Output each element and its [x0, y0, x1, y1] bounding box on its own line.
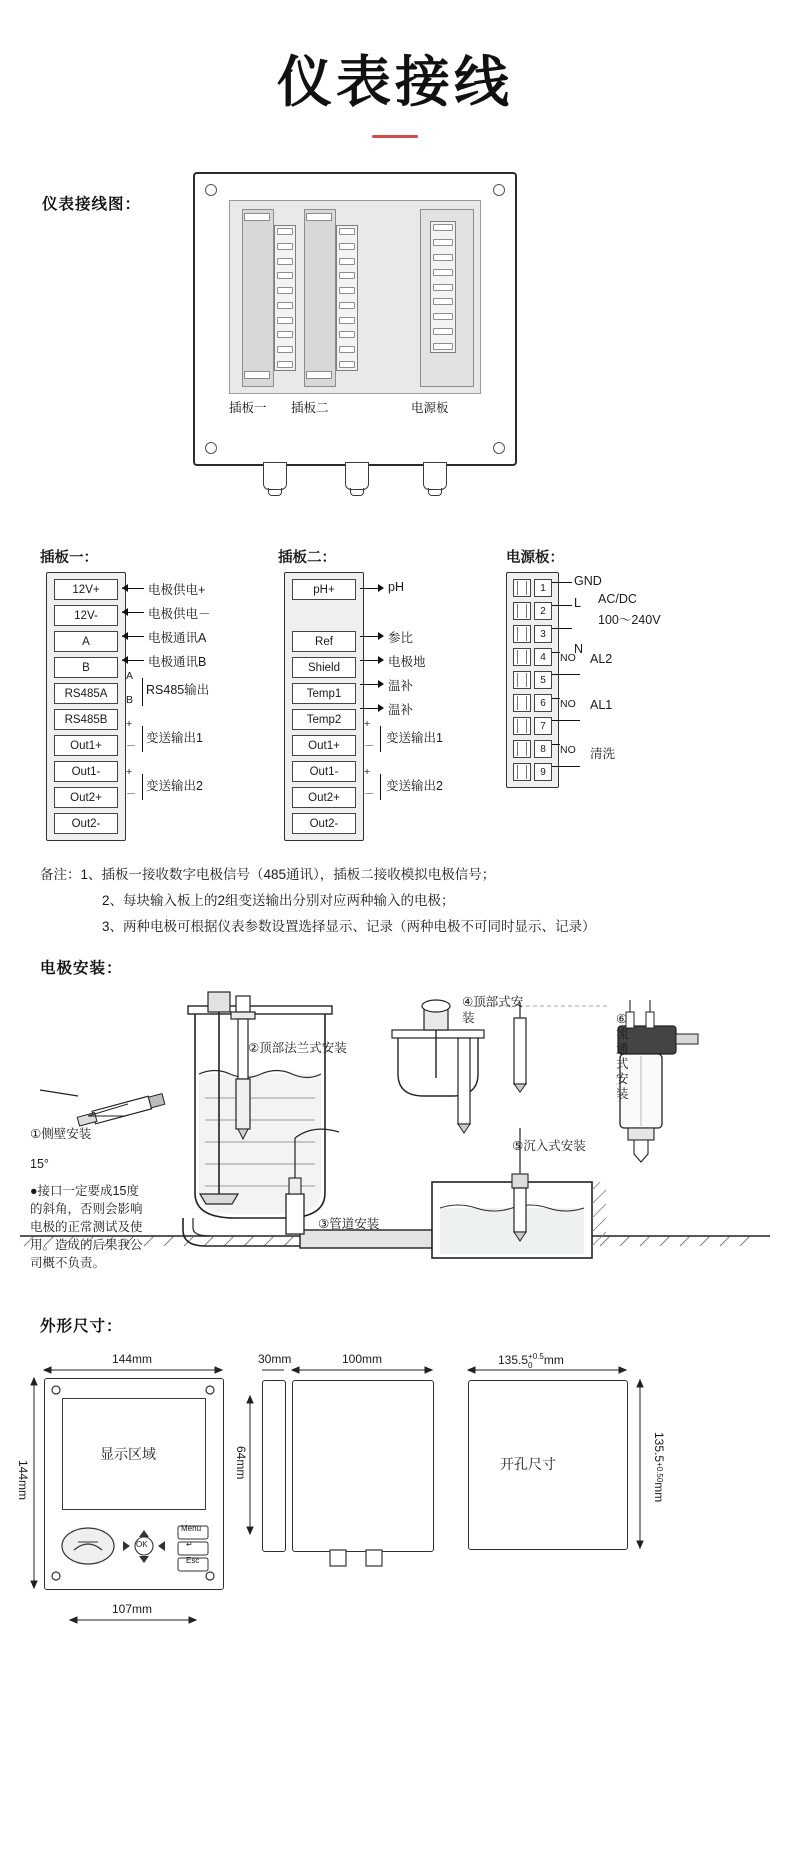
- terminal-cell: Shield: [292, 657, 356, 678]
- bracket: [380, 774, 381, 800]
- cutout-height-unit: mm: [652, 1482, 666, 1503]
- remark-line-3: 3、两种电极可根据仪表参数设置选择显示、记录（两种电极不可同时显示、记录）: [102, 919, 596, 934]
- board1-mark-minus2: －: [126, 788, 137, 800]
- cutout-height-sup: +0.5: [655, 1462, 664, 1478]
- power-row: [513, 601, 552, 621]
- terminal-cell: Temp1: [292, 683, 356, 704]
- terminal-cell: Out2-: [54, 813, 118, 834]
- board2-note-5: 温补: [388, 703, 414, 717]
- remark-line-2: 2、每块输入板上的2组变送输出分别对应两种输入的电极；: [102, 893, 455, 908]
- board2-note-7: 变送输出2: [386, 779, 443, 793]
- arrow-icon: [378, 704, 384, 712]
- power-row: [513, 716, 552, 736]
- screw-terminal-icon: [513, 648, 531, 666]
- cable-gland-icon: [345, 462, 369, 490]
- lead-line: [360, 684, 380, 685]
- side-body-dim: 100mm: [342, 1352, 383, 1366]
- board1-title: 插板一：: [40, 550, 98, 566]
- terminal-cell: Out2-: [292, 813, 356, 834]
- terminal-cell: RS485B: [54, 709, 118, 730]
- lead-line: [552, 582, 572, 583]
- card2-bottom-bar: [306, 371, 332, 379]
- install-item-3: ③管道安装: [318, 1217, 380, 1231]
- terminal-number: 6: [534, 694, 552, 712]
- lead-line: [552, 674, 580, 675]
- remark-line-1: 备注：1、插板一接收数字电极信号（485通讯），插板二接收模拟电极信号；: [40, 867, 496, 882]
- board1-note-5: RS485输出: [146, 683, 210, 697]
- power-note-no2: NO: [560, 652, 576, 664]
- lead-line: [552, 628, 572, 629]
- cutout-height-sub: 0: [655, 1477, 664, 1483]
- cutout-width-unit: mm: [543, 1353, 564, 1368]
- card1-top-bar: [244, 213, 270, 221]
- board2-mark-minus2: －: [364, 788, 375, 800]
- screw-icon: [205, 442, 217, 454]
- arrow-icon: [122, 608, 128, 616]
- board2-mark-plus2: +: [364, 766, 371, 778]
- screw-terminal-icon: [513, 763, 531, 781]
- screw-terminal-icon: [513, 579, 531, 597]
- board1-mark-minus1: －: [126, 740, 137, 752]
- terminal-cell: Out1+: [54, 735, 118, 756]
- card-slot-1: [242, 209, 274, 387]
- board1-note-1: 电极供电+: [148, 583, 206, 597]
- board1-mark-plus1: +: [126, 718, 133, 730]
- terminal-cell: Out2+: [292, 787, 356, 808]
- screw-terminal-icon: [513, 694, 531, 712]
- install-item-1: ①侧壁安装: [30, 1127, 92, 1141]
- power-note-voltage: 100～240V: [598, 613, 661, 627]
- card-slot-2: [304, 209, 336, 387]
- board1-mark-A: A: [126, 670, 134, 682]
- board1-note-4: 电极通讯B: [148, 655, 207, 669]
- terminal-strip-2: [336, 225, 358, 371]
- board2-note-6: 变送输出1: [386, 731, 443, 745]
- board-label-1: 插板一: [229, 401, 267, 415]
- board2-mark-plus1: +: [364, 718, 371, 730]
- board1-mark-plus2: +: [126, 766, 133, 778]
- arrow-icon: [378, 680, 384, 688]
- card2-top-bar: [306, 213, 332, 221]
- wiring-diagram-label: 仪表接线图：: [42, 196, 142, 213]
- front-bottom-dim: 107mm: [112, 1602, 153, 1616]
- card1-bottom-bar: [244, 371, 270, 379]
- screw-icon: [493, 184, 505, 196]
- board2-mark-minus1: －: [364, 740, 375, 752]
- front-width-dim: 144mm: [112, 1352, 153, 1366]
- dimension-title: 外形尺寸：: [40, 1318, 123, 1335]
- lead-line: [552, 744, 560, 745]
- install-title: 电极安装：: [40, 960, 123, 977]
- title-divider: [372, 135, 418, 138]
- power-row: [513, 670, 552, 690]
- install-item-6: ⑥流通式安装: [616, 1012, 629, 1101]
- power-note-acdc: AC/DC: [598, 592, 637, 606]
- terminal-number: 7: [534, 717, 552, 735]
- screw-icon: [205, 184, 217, 196]
- terminal-cell: Ref: [292, 631, 356, 652]
- install-warning-text: ●接口一定要成15度的斜角，否则会影响电极的正常测试及使用。造成的后果我公司概不负责。: [30, 1184, 143, 1270]
- arrow-icon: [378, 584, 384, 592]
- wiring-diagram-block: [0, 168, 790, 538]
- page-title: 仪表接线: [276, 51, 513, 113]
- inner-panel: [229, 200, 481, 394]
- install-angle-label: 15°: [30, 1157, 49, 1171]
- install-item-2: ②顶部法兰式安装: [248, 1041, 347, 1055]
- lead-line: [360, 708, 380, 709]
- key-esc-label[interactable]: Esc: [186, 1556, 200, 1565]
- terminal-cell: B: [54, 657, 118, 678]
- power-row: [513, 647, 552, 667]
- cutout-width-sup: +0.5: [528, 1352, 544, 1361]
- power-row: [513, 762, 552, 782]
- board1-terminal-box: [46, 572, 126, 841]
- terminal-cell: RS485A: [54, 683, 118, 704]
- terminal-cell: Out2+: [54, 787, 118, 808]
- power-row: [513, 693, 552, 713]
- terminal-strip-power: [430, 221, 456, 353]
- power-note-al2: AL2: [590, 652, 613, 666]
- arrow-icon: [378, 656, 384, 664]
- cutout-label: 开孔尺寸: [500, 1456, 556, 1472]
- power-row: [513, 578, 552, 598]
- power-note-gnd: GND: [574, 574, 602, 588]
- bracket: [380, 726, 381, 752]
- terminal-number: 1: [534, 579, 552, 597]
- arrow-icon: [378, 632, 384, 640]
- power-note-l: L: [574, 596, 581, 610]
- lead-line: [360, 636, 380, 637]
- install-item-5: ⑤沉入式安装: [512, 1139, 586, 1153]
- key-enter-label[interactable]: ↵: [186, 1540, 193, 1549]
- key-ok-label[interactable]: OK: [136, 1540, 148, 1549]
- instrument-enclosure: [193, 172, 517, 466]
- cable-gland-icon: [423, 462, 447, 490]
- bracket: [142, 774, 143, 800]
- power-note-no1: NO: [560, 698, 576, 710]
- board1-note-3: 电极通讯A: [148, 631, 207, 645]
- lead-line: [360, 588, 380, 589]
- terminal-cell: A: [54, 631, 118, 652]
- cable-gland-icon: [263, 462, 287, 490]
- front-height-dim: 144mm: [16, 1460, 30, 1501]
- terminal-number: 9: [534, 763, 552, 781]
- dimension-lines: [0, 1336, 790, 1636]
- terminal-strip-1: [274, 225, 296, 371]
- board2-note-1: pH: [388, 580, 404, 594]
- power-board-title: 电源板：: [506, 550, 564, 566]
- arrow-icon: [122, 632, 128, 640]
- board2-note-2: 参比: [388, 631, 414, 645]
- board2-terminal-box: [284, 572, 364, 841]
- lead-line: [552, 605, 572, 606]
- terminal-cell: Out1+: [292, 735, 356, 756]
- electrode-install-diagram: [0, 978, 790, 1308]
- lead-line: [552, 766, 580, 767]
- board1-note-6: 变送输出1: [146, 731, 203, 745]
- bracket: [142, 678, 143, 706]
- terminal-blocks-section: [0, 546, 790, 846]
- terminal-number: 8: [534, 740, 552, 758]
- screw-terminal-icon: [513, 602, 531, 620]
- board1-mark-B: B: [126, 694, 134, 706]
- power-row: [513, 624, 552, 644]
- arrow-icon: [122, 584, 128, 592]
- lead-line: [552, 720, 580, 721]
- board-label-2: 插板二: [291, 401, 329, 415]
- lead-line: [360, 660, 380, 661]
- terminal-number: 2: [534, 602, 552, 620]
- terminal-cell: pH+: [292, 579, 356, 600]
- display-area-label: 显示区域: [100, 1446, 156, 1462]
- install-item-4: ④顶部式安装: [462, 995, 524, 1025]
- power-row: [513, 739, 552, 759]
- screw-terminal-icon: [513, 671, 531, 689]
- screw-terminal-icon: [513, 625, 531, 643]
- screw-terminal-icon: [513, 717, 531, 735]
- terminal-number: 4: [534, 648, 552, 666]
- board2-note-4: 温补: [388, 679, 414, 693]
- board2-note-3: 电极地: [388, 655, 426, 669]
- key-menu-label[interactable]: Menu: [181, 1524, 202, 1533]
- power-note-clean: 清洗: [590, 747, 616, 761]
- dimension-drawings: [0, 1336, 790, 1636]
- terminal-number: 3: [534, 625, 552, 643]
- terminal-cell: 12V-: [54, 605, 118, 626]
- side-height-dim: 64mm: [234, 1446, 248, 1480]
- terminal-cell: Out1-: [54, 761, 118, 782]
- cutout-width-sub: 0: [528, 1361, 533, 1370]
- power-note-no0: NO: [560, 744, 576, 756]
- bracket: [142, 726, 143, 752]
- side-depth-dim: 30mm: [258, 1352, 292, 1366]
- remark-block: [0, 862, 790, 940]
- power-note-al1: AL1: [590, 698, 613, 712]
- terminal-cell: Out1-: [292, 761, 356, 782]
- screw-icon: [493, 442, 505, 454]
- terminal-cell: Temp2: [292, 709, 356, 730]
- arrow-icon: [122, 656, 128, 664]
- lead-line: [552, 652, 560, 653]
- board1-note-2: 电极供电－: [148, 607, 211, 621]
- board2-title: 插板二：: [278, 550, 336, 566]
- board-label-3: 电源板: [411, 401, 449, 415]
- board1-note-7: 变送输出2: [146, 779, 203, 793]
- cutout-height-value: 135.5: [652, 1432, 666, 1463]
- screw-terminal-icon: [513, 740, 531, 758]
- terminal-number: 5: [534, 671, 552, 689]
- cutout-width-value: 135.5: [498, 1353, 529, 1368]
- power-note-n: N: [574, 642, 584, 656]
- lead-line: [552, 698, 560, 699]
- terminal-cell: 12V+: [54, 579, 118, 600]
